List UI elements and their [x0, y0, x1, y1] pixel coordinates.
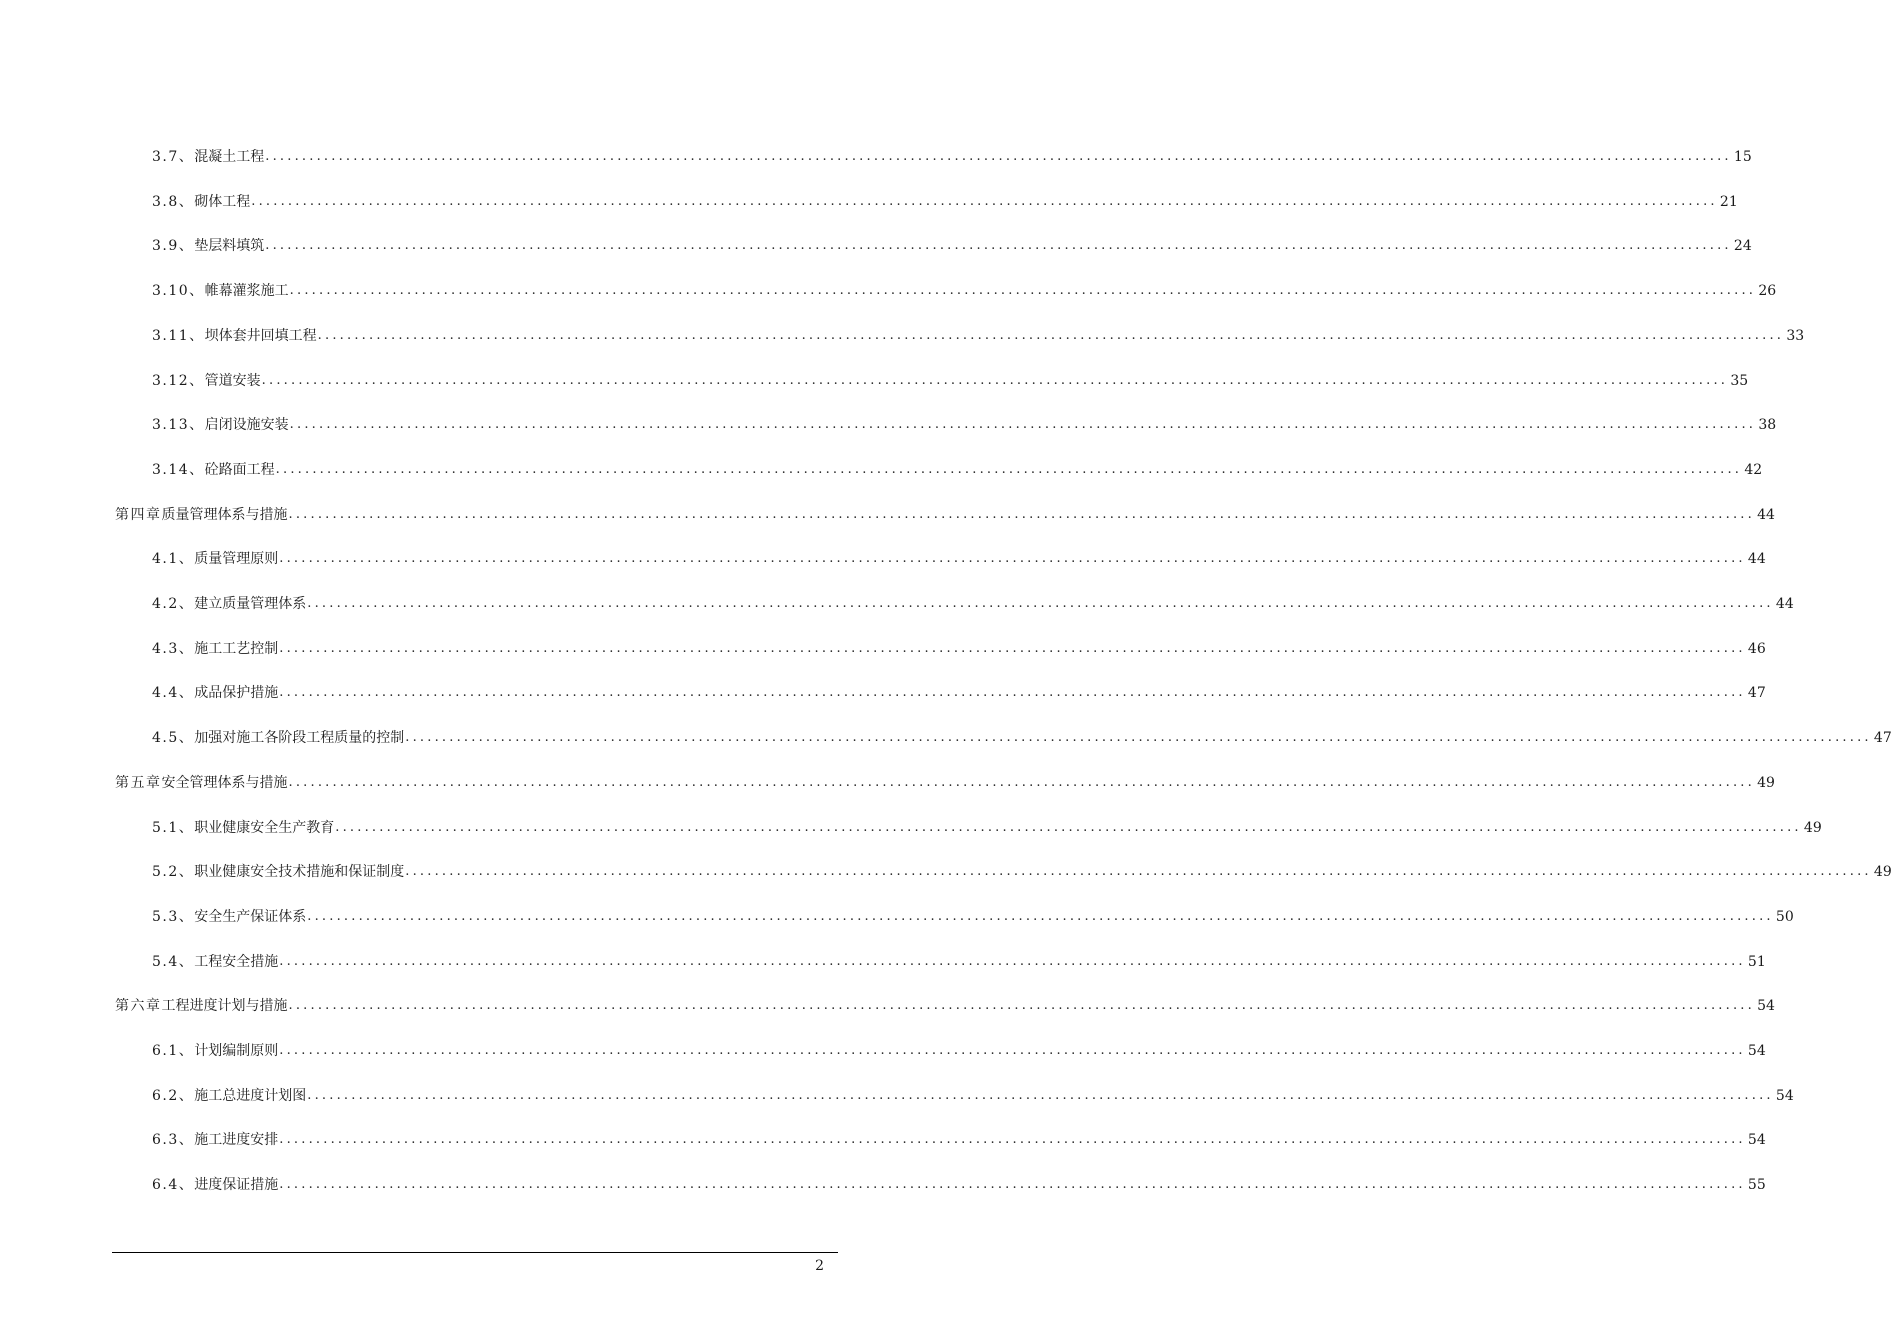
toc-dot-leader: ........................................................................................................................................................................................................ [279, 551, 1746, 567]
toc-entry-page-number: 54 [1775, 1087, 1794, 1104]
toc-entry-page-number: 24 [1733, 238, 1752, 255]
toc-section-entry[interactable] [152, 455, 1763, 479]
toc-entry-number: 6.4、 [152, 1177, 195, 1194]
toc-entry-title: 管道安装 [204, 372, 261, 389]
toc-dot-leader: ........................................................................................................................................................................................................ [279, 640, 1746, 656]
toc-entry-title: 成品保护措施 [194, 685, 279, 702]
toc-entry-title: 质量管理原则 [194, 551, 279, 568]
toc-entry-page-number: 51 [1747, 953, 1766, 970]
toc-dot-leader: ........................................................................................................................................................................................................ [265, 238, 1732, 254]
toc-entry-title: 安全生产保证体系 [194, 908, 307, 925]
toc-section-entry[interactable] [152, 410, 1777, 434]
toc-section-entry[interactable] [152, 276, 1777, 300]
toc-entry-title: 职业健康安全生产教育 [194, 819, 335, 836]
toc-dot-leader: ........................................................................................................................................................................................................ [261, 372, 1729, 388]
toc-entry-title: 帷幕灌浆施工 [204, 283, 289, 300]
toc-dot-leader: ........................................................................................................................................................................................................ [307, 908, 1774, 924]
toc-entry-title: 职业健康安全技术措施和保证制度 [194, 864, 405, 881]
toc-entry-number: 4.3、 [152, 640, 195, 657]
toc-entry-number: 5.1、 [152, 819, 195, 836]
toc-entry-number: 第五章 [115, 774, 162, 791]
toc-section-entry[interactable] [152, 366, 1749, 390]
toc-dot-leader: ........................................................................................................................................................................................................ [279, 685, 1746, 701]
toc-entry-number: 3.10、 [152, 283, 205, 300]
toc-dot-leader: ........................................................................................................................................................................................................ [307, 1087, 1774, 1103]
toc-entry-page-number: 55 [1747, 1177, 1766, 1194]
toc-dot-leader: ........................................................................................................................................................................................................ [279, 953, 1746, 969]
toc-section-entry[interactable] [152, 231, 1752, 255]
toc-entry-page-number: 49 [1873, 864, 1892, 881]
toc-entry-page-number: 47 [1747, 685, 1766, 702]
toc-entry-page-number: 54 [1757, 998, 1775, 1015]
toc-entry-title: 坝体套井回填工程 [204, 327, 317, 344]
toc-entry-page-number: 47 [1873, 730, 1892, 747]
toc-entry-title: 安全管理体系与措施 [161, 774, 288, 791]
toc-entry-page-number: 44 [1747, 551, 1766, 568]
toc-section-entry[interactable] [152, 1125, 1766, 1149]
toc-entry-title: 混凝土工程 [194, 149, 265, 165]
toc-entry-page-number: 15 [1733, 149, 1752, 165]
toc-section-entry[interactable] [152, 634, 1766, 658]
toc-entry-page-number: 54 [1747, 1043, 1766, 1059]
toc-entry-title: 建立质量管理体系 [194, 596, 307, 612]
toc-dot-leader: ........................................................................................................................................................................................................ [279, 1177, 1746, 1193]
toc-entry-number: 4.4、 [152, 685, 195, 702]
toc-chapter-entry[interactable] [115, 768, 1775, 792]
toc-entry-page-number: 50 [1775, 908, 1794, 925]
toc-entry-page-number: 33 [1786, 327, 1805, 344]
toc-entry-number: 3.13、 [152, 417, 205, 434]
toc-entry-number: 4.2、 [152, 596, 195, 612]
toc-entry-number: 4.1、 [152, 551, 195, 568]
toc-dot-leader: ........................................................................................................................................................................................................ [405, 864, 1872, 880]
toc-entry-number: 第四章 [115, 506, 162, 523]
toc-entry-title: 施工工艺控制 [194, 640, 279, 657]
toc-chapter-entry[interactable] [115, 991, 1775, 1015]
toc-section-entry[interactable] [152, 678, 1766, 702]
footer-rule [112, 1252, 838, 1253]
toc-section-entry[interactable] [152, 1036, 1766, 1060]
toc-section-entry[interactable] [152, 857, 1892, 881]
toc-entry-page-number: 35 [1730, 372, 1749, 389]
toc-section-entry[interactable] [152, 321, 1805, 345]
toc-dot-leader: ........................................................................................................................................................................................................ [288, 774, 1755, 790]
toc-entry-page-number: 44 [1757, 506, 1775, 523]
toc-section-entry[interactable] [152, 1081, 1794, 1105]
toc-entry-number: 3.7、 [152, 149, 195, 165]
toc-section-entry[interactable] [152, 589, 1794, 613]
toc-entry-number: 5.4、 [152, 953, 195, 970]
toc-section-entry[interactable] [152, 723, 1892, 747]
toc-dot-leader: ........................................................................................................................................................................................................ [405, 730, 1872, 746]
toc-entry-number: 6.3、 [152, 1132, 195, 1149]
toc-entry-number: 3.9、 [152, 238, 195, 255]
toc-dot-leader: ........................................................................................................................................................................................................ [307, 596, 1774, 611]
toc-entry-number: 3.8、 [152, 193, 195, 210]
toc-section-entry[interactable] [152, 1170, 1766, 1194]
toc-entry-title: 计划编制原则 [194, 1043, 279, 1059]
toc-section-entry[interactable] [152, 902, 1794, 926]
toc-entry-title: 垫层料填筑 [194, 238, 265, 255]
toc-entry-title: 加强对施工各阶段工程质量的控制 [194, 730, 405, 747]
footer-page-number: 2 [815, 1258, 824, 1274]
toc-entry-title: 工程进度计划与措施 [161, 998, 288, 1015]
toc-dot-leader: ........................................................................................................................................................................................................ [279, 1043, 1746, 1058]
toc-section-entry[interactable] [152, 947, 1766, 971]
toc-dot-leader: ........................................................................................................................................................................................................ [288, 506, 1755, 522]
toc-dot-leader: ........................................................................................................................................................................................................ [288, 998, 1755, 1014]
toc-dot-leader: ........................................................................................................................................................................................................ [251, 193, 1718, 209]
toc-entry-title: 砼路面工程 [204, 461, 275, 478]
toc-entry-title: 进度保证措施 [194, 1177, 279, 1194]
toc-entry-title: 工程安全措施 [194, 953, 279, 970]
toc-entry-number: 3.14、 [152, 461, 205, 478]
toc-entry-page-number: 42 [1744, 461, 1763, 478]
toc-entry-title: 施工总进度计划图 [194, 1087, 307, 1104]
toc-dot-leader: ........................................................................................................................................................................................................ [289, 417, 1757, 433]
toc-chapter-entry[interactable] [115, 500, 1775, 524]
toc-entry-number: 6.2、 [152, 1087, 195, 1104]
toc-entry-page-number: 21 [1719, 193, 1738, 210]
toc-dot-leader: ........................................................................................................................................................................................................ [279, 1132, 1746, 1148]
toc-entry-number: 6.1、 [152, 1043, 195, 1059]
toc-entry-page-number: 54 [1747, 1132, 1766, 1149]
toc-section-entry[interactable] [152, 544, 1766, 568]
toc-entry-number: 第六章 [115, 998, 162, 1015]
toc-entry-page-number: 49 [1803, 819, 1822, 836]
toc-section-entry[interactable] [152, 142, 1752, 166]
toc-entry-title: 启闭设施安装 [204, 417, 289, 434]
toc-entry-page-number: 49 [1757, 774, 1775, 791]
toc-entry-number: 5.2、 [152, 864, 195, 881]
toc-dot-leader: ........................................................................................................................................................................................................ [317, 327, 1785, 343]
toc-entry-page-number: 44 [1775, 596, 1794, 612]
toc-entry-title: 质量管理体系与措施 [161, 506, 288, 523]
toc-entry-page-number: 26 [1758, 283, 1777, 300]
toc-entry-number: 5.3、 [152, 908, 195, 925]
toc-entry-number: 3.11、 [152, 327, 205, 344]
toc-section-entry[interactable] [152, 187, 1738, 211]
toc-dot-leader: ........................................................................................................................................................................................................ [289, 283, 1757, 299]
toc-entry-number: 4.5、 [152, 730, 195, 747]
toc-entry-title: 砌体工程 [194, 193, 251, 210]
toc-section-entry[interactable] [152, 813, 1822, 837]
toc-entry-page-number: 46 [1747, 640, 1766, 657]
toc-dot-leader: ........................................................................................................................................................................................................ [275, 461, 1743, 477]
toc-entry-number: 3.12、 [152, 372, 205, 389]
toc-dot-leader: ........................................................................................................................................................................................................ [335, 819, 1802, 835]
toc-entry-title: 施工进度安排 [194, 1132, 279, 1149]
toc-entry-page-number: 38 [1758, 417, 1777, 434]
toc-dot-leader: ........................................................................................................................................................................................................ [265, 149, 1732, 164]
